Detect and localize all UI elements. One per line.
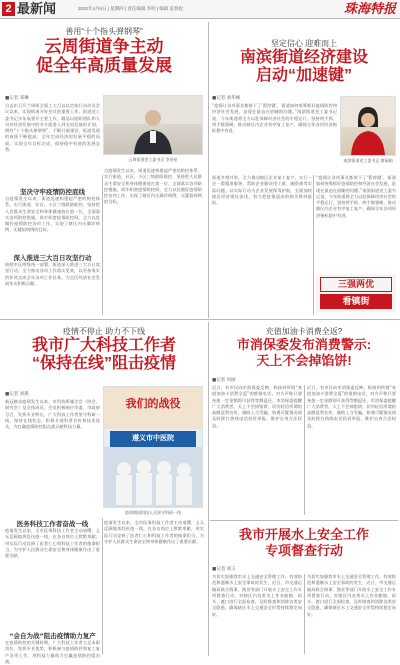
article4-title-line2: 天上不会掉馅饼! xyxy=(256,353,352,368)
article1-body3: 按照市区两级统一部署，街道深入推进三大百日攻坚行动，全力推动各项工作落实见效，以更加务实的作风完成全年各项工作任务，为全区经济社会发展作出积极贡献。 xyxy=(5,262,100,286)
section-title: 最新闻 xyxy=(17,1,57,16)
article2-photo-caption: 南滨街道党工委书记 廖丽娟 xyxy=(343,158,393,163)
article1-byline: ■记者 邓琳 xyxy=(5,96,29,101)
portrait-figure xyxy=(104,96,202,154)
article3-body: 新冠肺炎疫情发生以来，市科协所属学会（协会、研究会）及全体成员、会员积极响应市委、市政府号召，发挥专业特长，广大科技工作者坚守科研一线，保持在线状态，积极开展科普宣传和技术攻关，为打赢疫情防控阻击战贡献科技力量。 xyxy=(5,399,100,430)
issue-meta: 2020年4月6日 | 星期四 | 责任编辑 李明 | 编辑 雷春松 xyxy=(78,6,184,11)
page-header xyxy=(0,0,400,19)
column-divider-a4 xyxy=(304,385,305,515)
article1-portrait xyxy=(103,95,203,155)
horizontal-divider xyxy=(0,319,400,320)
column-divider xyxy=(208,22,209,318)
article1-photo-caption: 云周街道党工委书记 李金星 xyxy=(128,157,178,162)
column-divider-a2 xyxy=(313,175,314,315)
article3-photo xyxy=(103,386,203,508)
article1-title-line2: 促全年高质量发展 xyxy=(36,56,172,75)
portrait-figure xyxy=(341,97,395,155)
article1-title-line1: 云周街道争主动 xyxy=(44,37,164,56)
page-number: 2 xyxy=(2,2,15,16)
promo-box xyxy=(316,274,396,312)
article4-body2: 为切实加强我市水上交通安全管理工作，有效防范和遏制水上安全事故的发生，近日，市交通运输局联合海事、渔业等部门开展水上安全工作专项督查行动，对辖区内各类水上作业船舶、码头、渡口进行全面检查，及时排查和消除各类安全隐患，确保辖区水上交通安全形势持续稳定向好。 xyxy=(212,574,302,617)
article1-body2: 自疫情发生以来，街道迅速构建起严密的防控体系，实行街道、社区、小区三级联防联控，坚持把人民群众生命安全和身体健康放在第一位，全面落实各项防控措施，筑牢织密疫情防控网，全力以赴做好疫情防控各项工作，实现了辖区内无确诊病例、无疑似病例的目标。 xyxy=(5,196,100,233)
article4-title-line1: 市消保委发布消费警示: xyxy=(236,337,372,352)
article3-body3: 在疫情防控的关键时期，广大科技工作者立足本职岗位，发挥专业优势，积极参与疫情防控和复工复产各项工作，用科技力量助力打赢疫情防控阻击战。 xyxy=(5,640,100,664)
article2-title-line1: 南滨街道经济建设 xyxy=(239,49,368,66)
article3-title-line1: 我市广大科技工作者 xyxy=(31,337,176,354)
article1-body-col2: 自疫情发生以来，街道迅速构建起严密的防控体系，实行街道、社区、小区三级联防联控，坚持把人民群众生命安全和身体健康放在第一位，全面落实各项防控措施，筑牢织密疫情防控网，全力以赴做好疫情防控各项工作，实现了辖区内无确诊病例、无疑似病例的目标。 xyxy=(104,168,202,205)
article4-title2-line1: 我市开展水上安全工作 xyxy=(238,527,369,542)
article3-body-col2: 疫情发生以来，全市医务科技工作者主动请缨，义无反顾地奔赴抗疫一线，在各自岗位上默默奉献，用实际行动诠释了医者仁心和科技工作者的使命担当，为守护人民群众生命安全和身体健康作出了重要贡献。 xyxy=(104,520,204,544)
column-divider-a4b xyxy=(304,574,305,654)
article2-body: “疫情让各项事业都按下了‘暂停键’，街道如何统筹抓好疫情防控和经济社会发展，是现在最迫在眉睫的问题。”南滨街道党工委书记说，今年街道将全力以赴保障经济社会的平稳运行，坚持两手抓、两手都要硬，推动辖区内企业有序复工复产，确保全年各项经济指标稳中有进。 xyxy=(212,103,337,134)
article2-portrait xyxy=(340,96,396,156)
article4-body2-col2: 为切实加强我市水上交通安全管理工作，有效防范和遏制水上安全事故的发生，近日，市交通运输局联合海事、渔业等部门开展水上安全工作专项督查行动，对辖区内各类水上作业船舶、码头、渡口进行全面检查，及时排查和消除各类安全隐患，确保辖区水上交通安全形势持续稳定向好。 xyxy=(307,574,396,617)
article4-kicker: 充值加油卡消费全返? xyxy=(265,327,343,336)
article4-divider xyxy=(210,520,398,521)
article1-subhead1: 坚决守牢疫情防控底线 xyxy=(20,188,85,196)
article2-byline: ■记者 刘华峰 xyxy=(212,96,241,101)
article4-title2-line2: 专项督查行动 xyxy=(264,543,343,558)
article4-body-col2: 近日，有市民向市消保委反映，称接到所谓“充值加油卡消费全返”的推销电话，对方声称只要充值一定金额即可获得等额返还。市消保委提醒广大消费者，天上不会掉馅饼，切勿轻信所谓的高额返利宣传，谨防上当受骗，如遇可疑情况请及时拨打热线电话投诉举报，维护自身合法权益。 xyxy=(307,385,396,428)
article4-byline2: ■记者 刘玉 xyxy=(212,567,236,572)
column-divider-lower xyxy=(208,322,209,656)
promo-tag-2: 看镇街 xyxy=(320,294,392,309)
article3-subhead2: “会自为战”阻击疫情助力复产 xyxy=(9,632,96,640)
column-divider-a1 xyxy=(102,175,103,315)
column-divider-a3 xyxy=(102,518,103,654)
photo-banner: 遵义市中医院 xyxy=(132,435,174,442)
article1-body: 自去年召开兰周街全面工大召以以定依行动动员会议以来，实现街道开好会议的重要工作，街道党工委书记多年高要开主要工作，精品以组织团队和人员对经济发展中的多方面进入到全局发展的计划。拥有“十个指头弹钢琴”，不断开展建设，街道发展的成绩不断提高，全年完成经济的发展平稳的局面，实现全年目标完成，保持稳中有进的发展态势。 xyxy=(5,103,100,153)
article4-body: 近日，有市民向市消保委反映，称接到所谓“充值加油卡消费全返”的推销电话，对方声称只要充值一定金额即可获得等额返还。市消保委提醒广大消费者，天上不会掉馅饼，切勿轻信所谓的高额返利宣传，谨防上当受骗，如遇可疑情况请及时拨打热线电话投诉举报，维护自身合法权益。 xyxy=(212,385,302,428)
promo-tag-1: 三强两优 xyxy=(320,277,392,292)
article1-body-continued xyxy=(5,175,100,187)
article2-body3: “疫情让各项事业都按下了‘暂停键’，街道如何统筹抓好疫情防控和经济社会发展，是现在最迫在眉睫的问题。”南滨街道党工委书记说，今年街道将全力以赴保障经济社会的平稳运行，坚持两手抓、两手都要硬，推动辖区内企业有序复工复产，确保全年各项经济指标稳中有进。 xyxy=(316,175,396,218)
article2-title-line2: 启动“加速键” xyxy=(255,67,352,84)
article4-byline: ■记者 何丽 xyxy=(212,378,236,383)
article3-photo-caption: 疫情期间科技人员坚守科研一线 xyxy=(125,510,181,515)
article3-body2: 疫情发生以来，全市医务科技工作者主动请缨，义无反顾地奔赴抗疫一线，在各自岗位上默默奉献，用实际行动诠释了医者仁心和科技工作者的使命担当，为守护人民群众生命安全和身体健康作出了重要贡献。 xyxy=(5,528,100,559)
article2-body2: 街道多措并举，全力推动辖区企业复工复产，实行一企一策精准服务，帮助企业解决用工难、融资难等实际问题，以实际行动为企业发展保驾护航，全面加快辖区经济建设步伐，努力把疫情造成的损失降到最低。 xyxy=(212,175,312,206)
newspaper-logo: 珠海特报 xyxy=(343,1,396,16)
article3-byline: ■记者 刘燕 xyxy=(5,392,29,397)
article3-subhead1: 医务科技工作者奋战一线 xyxy=(16,520,89,528)
article3-kicker: 疫情不停止 助力不下线 xyxy=(62,327,146,336)
article3-title-line2: “保持在线”阻击疫情 xyxy=(31,355,176,372)
photo-title: 我们的战役 xyxy=(125,398,181,410)
article2-kicker: 坚定信心 迎难而上 xyxy=(270,39,338,48)
article1-subhead2: 深入推进三大百日攻坚行动 xyxy=(13,254,92,262)
article1-kicker: 善用“十个指头弹钢琴” xyxy=(65,27,143,36)
